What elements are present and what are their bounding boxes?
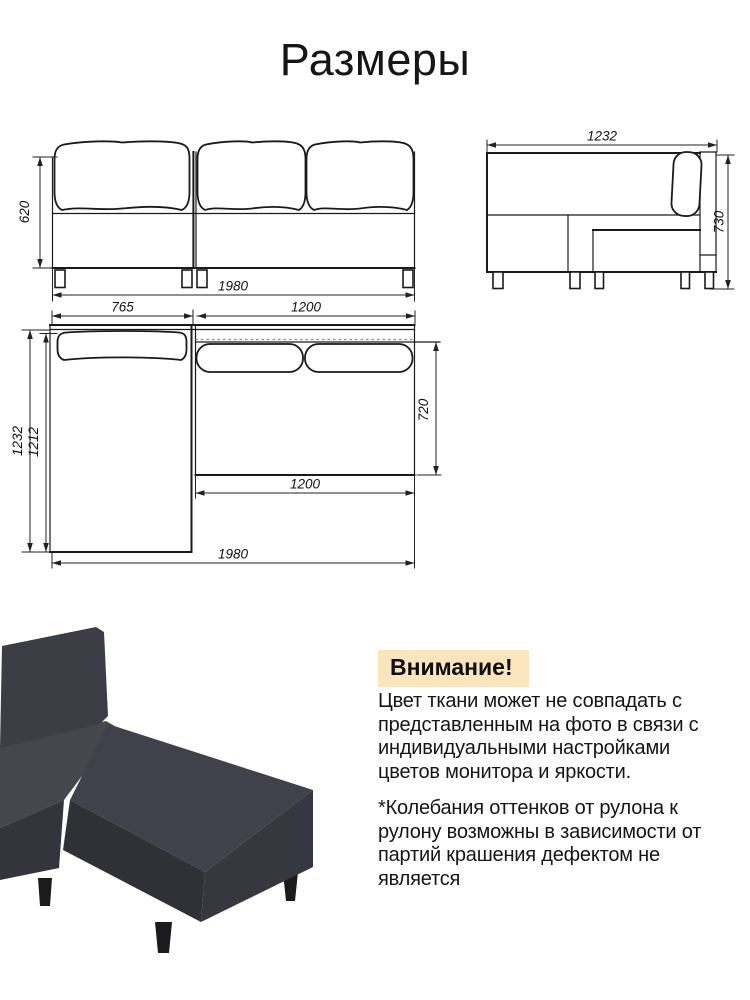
side-view-legs: [493, 272, 714, 289]
top-seat-cushion-1: [197, 344, 304, 372]
side-view-drawing: [460, 120, 750, 308]
front-view-drawing: [0, 120, 460, 308]
dim-label-top-depth-inner: 1212: [26, 426, 41, 458]
front-view-cushions: [55, 141, 414, 210]
top-view-drawing: [0, 300, 460, 592]
attention-paragraph-2: *Колебания оттенков от рулона к рулону возможны в зависимости от партий крашения дефектом не является: [378, 797, 702, 890]
dim-label-top-total-width: 1980: [217, 546, 249, 562]
top-seat-cushion-2: [305, 344, 413, 372]
top-view-body: [50, 325, 440, 552]
dim-label-top-seat-depth: 720: [416, 398, 431, 422]
side-back-pillow: [671, 151, 702, 216]
sofa-leg: [38, 878, 52, 906]
attention-heading: Внимание!: [378, 650, 529, 687]
dim-label-top-depth-outer: 1232: [10, 425, 25, 457]
side-view-body: [487, 151, 716, 272]
dim-label-front-height: 620: [17, 200, 32, 224]
top-chaise-cushion: [58, 331, 187, 360]
sofa-leg: [155, 922, 172, 953]
dim-label-front-total-width: 1980: [217, 278, 249, 294]
dim-label-side-depth: 1232: [586, 128, 618, 144]
sofa-body: [0, 627, 313, 922]
attention-paragraph-1: Цвет ткани может не совпадать с представленным на фото в связи с индивидуальными настройками цветов монитора и яркости.: [378, 690, 699, 783]
dim-label-top-chaise-width: 765: [111, 300, 134, 315]
page-title: Размеры: [279, 34, 471, 85]
dim-label-top-seat-width: 1200: [290, 300, 322, 315]
sofa-photo: [0, 610, 330, 1000]
dim-label-side-height: 730: [711, 210, 727, 234]
dim-label-top-seat-width-bottom: 1200: [289, 476, 321, 492]
